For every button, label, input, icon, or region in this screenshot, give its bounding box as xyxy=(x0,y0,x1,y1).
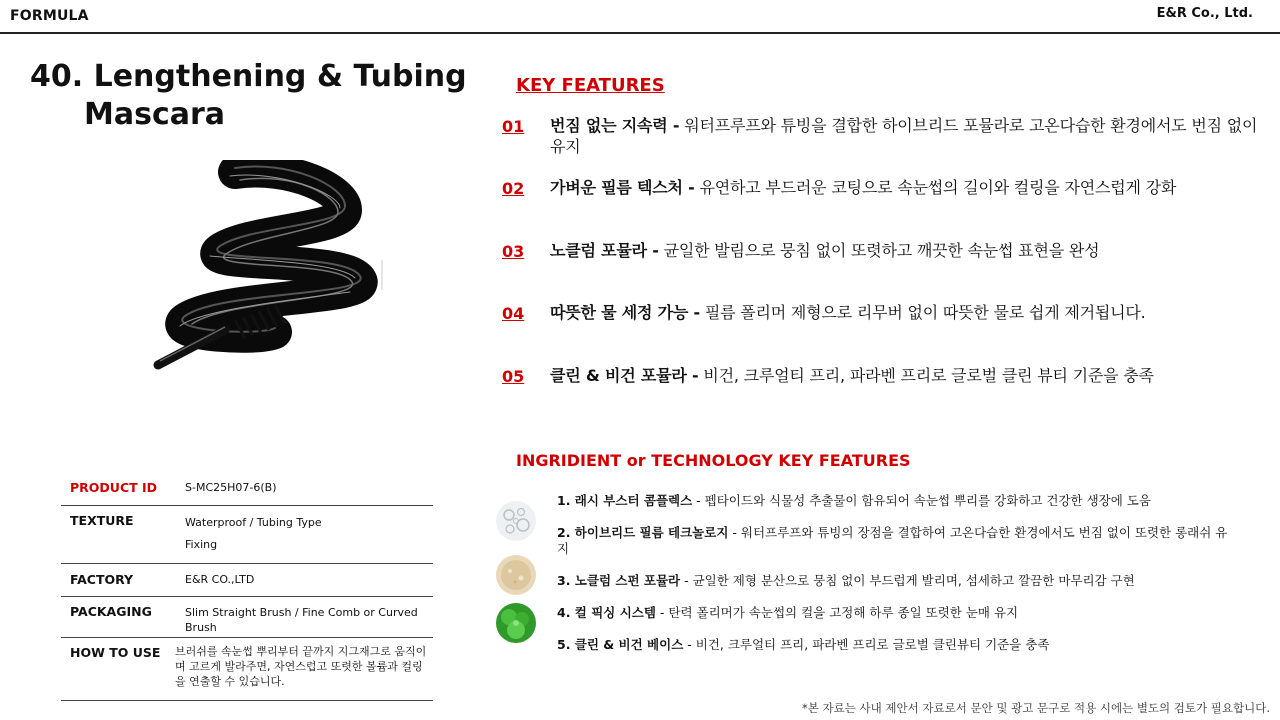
disclaimer-footnote: *본 자료는 사내 제안서 자료로서 문안 및 광고 문구로 적용 시에는 별도의 검토가 필요합니다. xyxy=(802,701,1270,715)
spec-label: PRODUCT ID xyxy=(70,480,158,495)
feature-number: 05 xyxy=(502,367,525,386)
spec-value: S-MC25H07-6(B) xyxy=(185,481,277,494)
ingredient-description: - 펩타이드와 식물성 추출물이 함유되어 속눈썹 뿌리를 강화하고 건강한 생장에 도움 xyxy=(692,493,1151,508)
spec-value-secondary: Fixing xyxy=(185,538,218,551)
spec-value: Waterproof / Tubing Type xyxy=(185,516,322,529)
feature-heading: 클린 & 비건 포뮬라 - xyxy=(550,366,699,385)
feature-heading: 가벼운 필름 텍스처 - xyxy=(550,178,695,197)
spec-label: FACTORY xyxy=(70,572,134,587)
feature-heading: 번짐 없는 지속력 - xyxy=(550,116,680,135)
key-features-title: KEY FEATURES xyxy=(516,75,665,96)
header-divider xyxy=(0,32,1280,34)
ingredient-description: - 균일한 제형 분산으로 뭉침 없이 부드럽게 발리며, 섬세하고 깔끔한 마무리감 구현 xyxy=(680,573,1135,588)
ingredient-description: - 워터프루프와 튜빙의 장점을 결합하여 고온다습한 환경에서도 번짐 없이 또렷한 롱래쉬 유지 xyxy=(557,525,1228,556)
ingredient-heading: 4. 컬 픽싱 시스템 xyxy=(557,605,656,620)
spec-value: E&R CO.,LTD xyxy=(185,573,255,586)
ingredient-description: - 비건, 크루얼티 프리, 파라벤 프리로 글로벌 클린뷰티 기준을 충족 xyxy=(683,637,1050,652)
spec-row-packaging xyxy=(61,597,433,638)
feature-description: 비건, 크루얼티 프리, 파라벤 프리로 글로벌 클린 뷰티 기준을 충족 xyxy=(698,366,1154,385)
feature-description: 워터프루프와 튜빙을 결합한 하이브리드 포뮬라로 고온다습한 환경에서도 번짐 없이 유지 xyxy=(550,116,1258,156)
powder-ingredient-icon xyxy=(495,554,537,596)
feature-description: 유연하고 부드러운 코팅으로 속눈썹의 길이와 컬링을 자연스럽게 강화 xyxy=(694,178,1177,197)
ingredient-heading: 2. 하이브리드 필름 테크놀로지 xyxy=(557,525,729,540)
ingredient-section-title: INGRIDIENT or TECHNOLOGY KEY FEATURES xyxy=(516,451,911,470)
spec-row-texture xyxy=(61,506,433,564)
ingredient-heading: 5. 클린 & 비건 베이스 xyxy=(557,637,684,652)
ingredient-item-1 xyxy=(557,493,1257,509)
ingredient-heading: 1. 래시 부스터 콤플렉스 xyxy=(557,493,693,508)
title-line-1: 40. Lengthening & Tubing xyxy=(30,59,467,94)
feature-number: 04 xyxy=(502,304,525,323)
header-label: FORMULA xyxy=(10,8,89,24)
bubble-ingredient-icon xyxy=(495,500,537,542)
title-line-2: Mascara xyxy=(84,97,226,132)
feature-description: 필름 폴리머 제형으로 리무버 없이 따뜻한 물로 쉽게 제거됩니다. xyxy=(699,303,1146,322)
company-name: E&R Co., Ltd. xyxy=(1156,6,1253,21)
feature-description: 균일한 발림으로 뭉침 없이 또렷하고 깨끗한 속눈썹 표현을 완성 xyxy=(658,241,1100,260)
spec-label: TEXTURE xyxy=(70,513,134,528)
ingredient-item-4 xyxy=(557,605,1257,621)
feature-heading: 따뜻한 물 세정 가능 - xyxy=(550,303,700,322)
ingredient-item-3 xyxy=(557,573,1257,589)
feature-number: 03 xyxy=(502,242,525,261)
spec-row-product-id xyxy=(61,472,433,506)
spec-label: PACKAGING xyxy=(70,604,152,619)
ingredient-description: - 탄력 폴리머가 속눈썹의 컬을 고정해 하루 종일 또렷한 눈매 유지 xyxy=(655,605,1019,620)
green-leaf-ingredient-icon xyxy=(495,602,537,644)
feature-number: 01 xyxy=(502,117,525,136)
spec-row-how-to-use xyxy=(61,638,433,701)
spec-row-factory xyxy=(61,564,433,597)
ingredient-item-5 xyxy=(557,637,1257,653)
mascara-swatch-image xyxy=(140,160,388,375)
spec-value: 브러쉬를 속눈썹 뿌리부터 끝까지 지그재그로 움직이며 고르게 발라주면, 자연스럽고 또렷한 볼륨과 컬링을 연출할 수 있습니다. xyxy=(175,645,427,688)
page-title xyxy=(30,58,467,134)
product-spec-table xyxy=(61,472,433,701)
ingredient-item-2 xyxy=(557,525,1237,557)
spec-value: Slim Straight Brush / Fine Comb or Curved Brush xyxy=(185,606,418,634)
feature-heading: 노클럼 포뮬라 - xyxy=(550,241,659,260)
spec-label: HOW TO USE xyxy=(70,645,161,660)
ingredient-heading: 3. 노클럼 스펀 포뮬라 xyxy=(557,573,681,588)
feature-number: 02 xyxy=(502,179,525,198)
